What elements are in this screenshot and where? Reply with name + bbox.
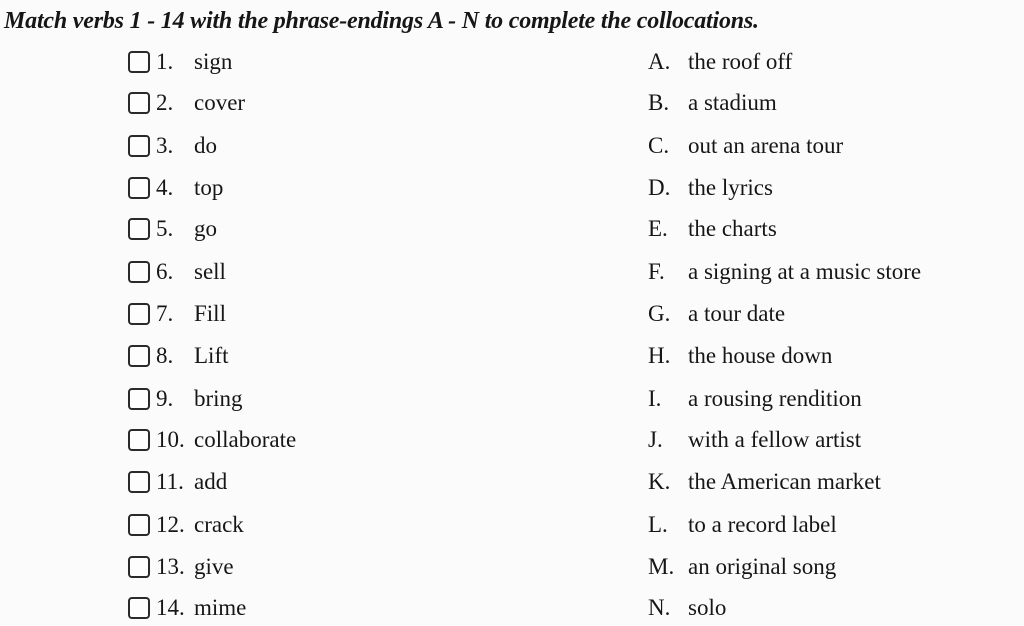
verb-number: 10. <box>156 427 185 452</box>
verb-number: 3. <box>156 133 174 158</box>
answer-checkbox[interactable] <box>128 51 150 73</box>
verb-number: 6. <box>156 259 174 284</box>
answer-checkbox[interactable] <box>128 303 150 325</box>
ending-text: an original song <box>688 554 837 579</box>
ending-item <box>648 85 777 121</box>
ending-text: a stadium <box>688 90 777 115</box>
verb-text: do <box>194 133 217 158</box>
verb-number: 12. <box>156 512 185 537</box>
verb-text: bring <box>194 386 243 411</box>
ending-text: the house down <box>688 343 833 368</box>
ending-letter: F. <box>648 259 665 284</box>
answer-checkbox[interactable] <box>128 556 150 578</box>
verb-number: 5. <box>156 216 174 241</box>
ending-letter: L. <box>648 512 668 537</box>
ending-item <box>648 254 921 290</box>
verb-item <box>128 44 232 80</box>
verb-text: sign <box>194 49 233 74</box>
ending-item <box>648 128 843 164</box>
ending-letter: C. <box>648 133 670 158</box>
answer-checkbox[interactable] <box>128 597 150 619</box>
ending-letter: I. <box>648 386 662 411</box>
verb-item <box>128 507 244 543</box>
ending-item <box>648 44 792 80</box>
ending-letter: M. <box>648 554 675 579</box>
verb-item <box>128 128 217 164</box>
verb-number: 7. <box>156 301 174 326</box>
verb-item <box>128 549 234 585</box>
verb-number: 4. <box>156 175 174 200</box>
verb-item <box>128 422 296 458</box>
verb-text: add <box>194 469 228 494</box>
verb-item <box>128 85 245 121</box>
verb-number: 8. <box>156 343 174 368</box>
ending-text: solo <box>688 595 727 620</box>
verb-item <box>128 211 217 247</box>
ending-text: the American market <box>688 469 881 494</box>
verb-number: 13. <box>156 554 185 579</box>
verb-number: 11. <box>156 469 184 494</box>
verb-text: mime <box>194 595 247 620</box>
ending-letter: G. <box>648 301 671 326</box>
verb-text: sell <box>194 259 226 284</box>
ending-text: the lyrics <box>688 175 773 200</box>
ending-item <box>648 549 836 585</box>
ending-letter: E. <box>648 216 668 241</box>
ending-letter: K. <box>648 469 671 494</box>
ending-item <box>648 422 861 458</box>
ending-item <box>648 381 862 417</box>
ending-text: with a fellow artist <box>688 427 862 452</box>
ending-item <box>648 590 726 626</box>
instruction-title: Match verbs 1 - 14 with the phrase-endings A - N to complete the collocations. <box>4 8 759 34</box>
ending-item <box>648 211 777 247</box>
verb-text: crack <box>194 512 244 537</box>
verb-text: give <box>194 554 234 579</box>
ending-letter: H. <box>648 343 671 368</box>
answer-checkbox[interactable] <box>128 218 150 240</box>
ending-letter: J. <box>648 427 663 452</box>
verb-text: Fill <box>194 301 226 326</box>
verb-text: cover <box>194 90 246 115</box>
verb-number: 2. <box>156 90 174 115</box>
verb-item <box>128 381 243 417</box>
ending-letter: N. <box>648 595 671 620</box>
ending-text: a rousing rendition <box>688 386 862 411</box>
verb-number: 9. <box>156 386 174 411</box>
ending-text: out an arena tour <box>688 133 844 158</box>
verb-text: Lift <box>194 343 229 368</box>
ending-item <box>648 464 881 500</box>
verb-item <box>128 338 229 374</box>
ending-item <box>648 170 773 206</box>
ending-letter: B. <box>648 90 670 115</box>
verb-item <box>128 590 246 626</box>
verb-number: 1. <box>156 49 174 74</box>
ending-letter: A. <box>648 49 671 74</box>
ending-text: a tour date <box>688 301 786 326</box>
ending-text: a signing at a music store <box>688 259 922 284</box>
verb-number: 14. <box>156 595 185 620</box>
ending-text: the charts <box>688 216 777 241</box>
verb-text: go <box>194 216 217 241</box>
answer-checkbox[interactable] <box>128 388 150 410</box>
answer-checkbox[interactable] <box>128 135 150 157</box>
verb-item <box>128 464 227 500</box>
verb-item <box>128 296 226 332</box>
answer-checkbox[interactable] <box>128 92 150 114</box>
verb-item <box>128 170 223 206</box>
verb-text: collaborate <box>194 427 297 452</box>
ending-letter: D. <box>648 175 671 200</box>
answer-checkbox[interactable] <box>128 514 150 536</box>
answer-checkbox[interactable] <box>128 471 150 493</box>
verb-text: top <box>194 175 224 200</box>
answer-checkbox[interactable] <box>128 177 150 199</box>
ending-item <box>648 507 837 543</box>
ending-text: the roof off <box>688 49 793 74</box>
ending-item <box>648 338 832 374</box>
answer-checkbox[interactable] <box>128 261 150 283</box>
verb-item <box>128 254 226 290</box>
ending-item <box>648 296 785 332</box>
answer-checkbox[interactable] <box>128 345 150 367</box>
ending-text: to a record label <box>688 512 837 537</box>
answer-checkbox[interactable] <box>128 429 150 451</box>
